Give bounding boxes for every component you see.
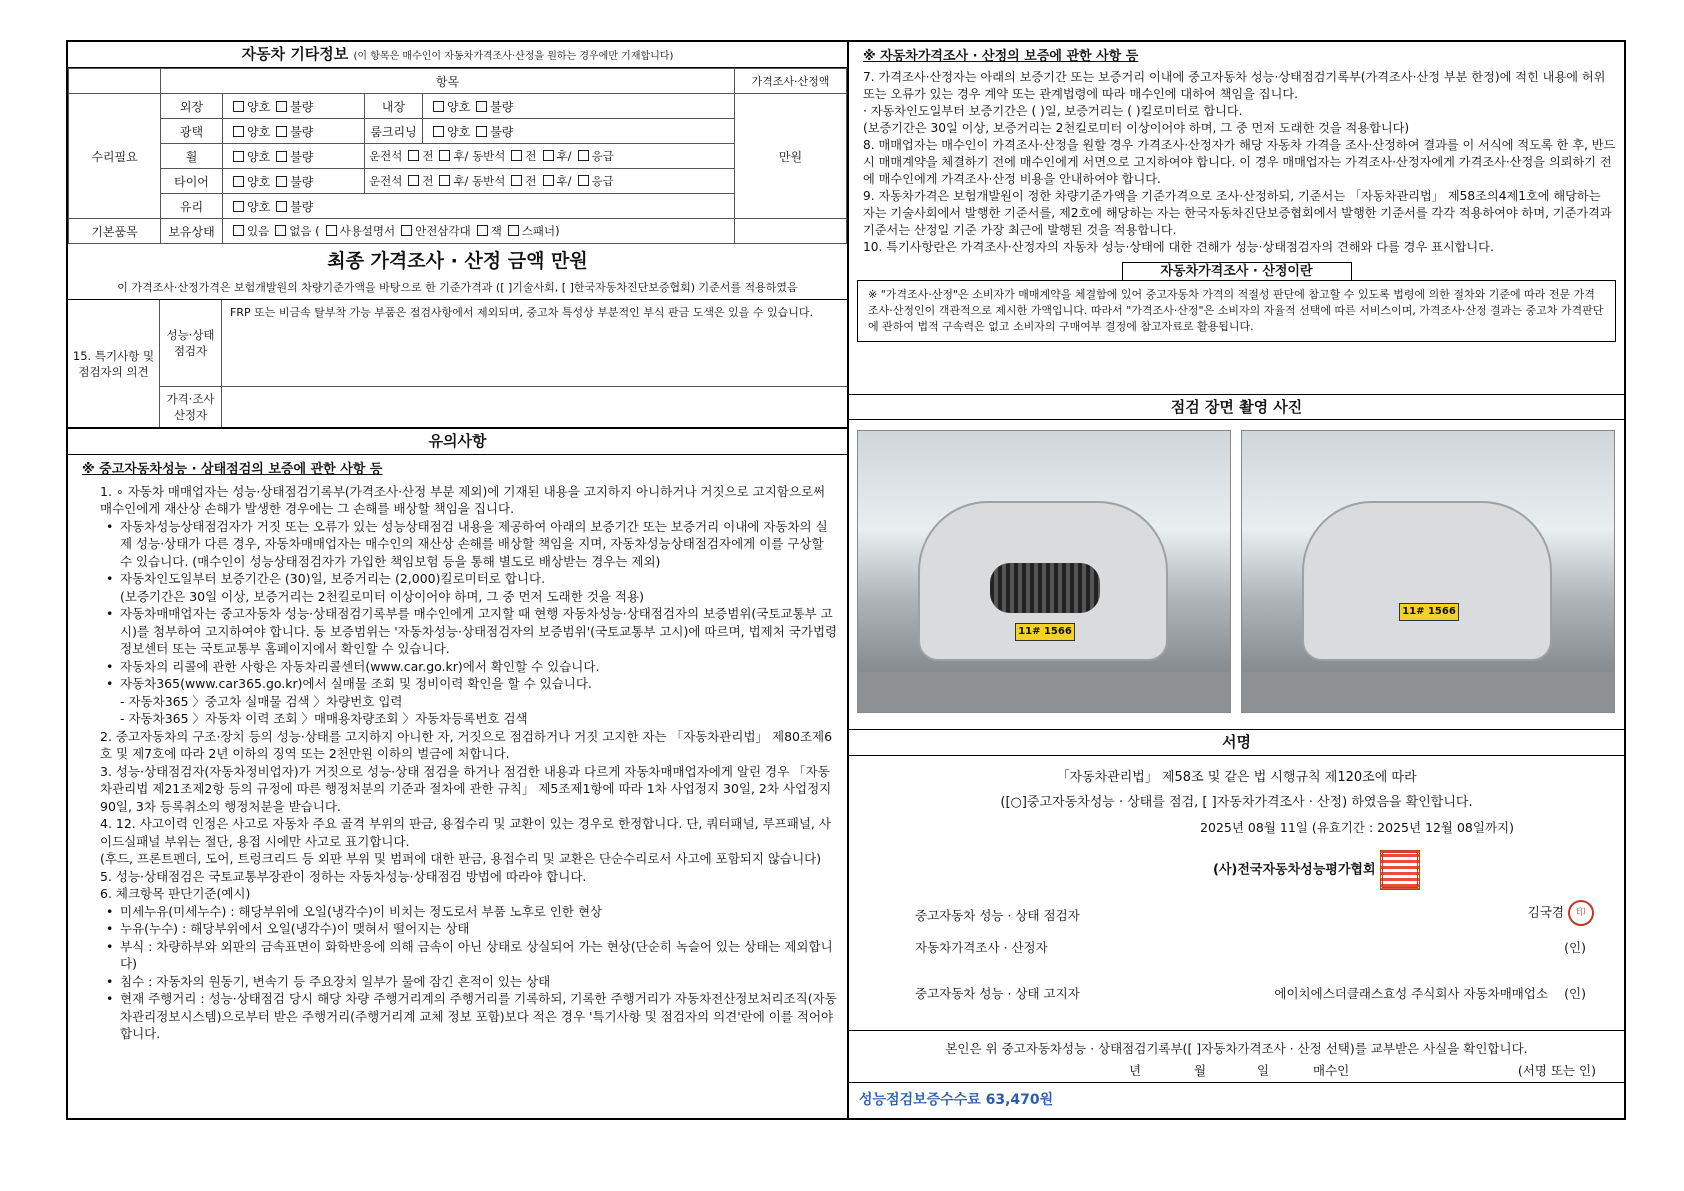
caution-line: • 부식 : 차량하부와 외판의 금속표면이 화학반응에 의해 금속이 아닌 상태로 상실되어 가는 현상(단순히 녹슬어 있는 상태는 제외합니다) xyxy=(76,938,839,973)
tire-pass-rear-checkbox[interactable] xyxy=(543,175,554,186)
glass-label: 유리 xyxy=(161,194,223,219)
front-photo xyxy=(857,430,1231,713)
tire-bad-checkbox[interactable] xyxy=(276,176,287,187)
appraiser-seal: (인) xyxy=(1564,940,1586,955)
receipt-sign: (서명 또는 인) xyxy=(1517,1063,1596,1078)
inspector-name: 김국겸 xyxy=(1527,904,1565,920)
caution-header: 유의사항 xyxy=(68,429,847,455)
receipt-text: 본인은 위 중고자동차성능 · 상태점검기록부([ ]자동차가격조사 · 산정 선택)를 교부받은 사실을 확인합니다. xyxy=(945,1041,1528,1056)
tire-good-checkbox[interactable] xyxy=(233,176,244,187)
special-notes xyxy=(68,300,847,429)
caution-line: • 자동차365(www.car365.go.kr)에서 실매물 조회 및 정비이력 확인을 할 수 있습니다. xyxy=(76,675,839,693)
sign-date: 2025년 08월 11일 (유효기간 : 2025년 12월 08일까지) xyxy=(1200,820,1514,835)
sign-line1: 「자동차관리법」 제58조 및 같은 법 시행규칙 제120조에 따라 xyxy=(1056,770,1417,785)
manual-checkbox[interactable] xyxy=(326,225,337,236)
exterior-bad-checkbox[interactable] xyxy=(276,101,287,112)
other-info-title: 자동차 기타정보 xyxy=(241,45,349,63)
tire-pass-front-checkbox[interactable] xyxy=(511,175,522,186)
wheel-pass-rear-checkbox[interactable] xyxy=(543,150,554,161)
price-guarantee-line: 10. 특기사항란은 가격조사·산정자의 자동차 성능·상태에 대한 견해가 성능·상태점검자의 견해와 다를 경우 표시합니다. xyxy=(863,240,1494,254)
inspector-opinion: FRP 또는 비금속 탈부착 가능 부품은 점검사항에서 제외되며, 중고차 특성상 부분적인 부식 판금 도색은 있을 수 있습니다. xyxy=(230,306,813,319)
interior-options: 양호 불량 xyxy=(423,94,735,119)
wheel-good-checkbox[interactable] xyxy=(233,151,244,162)
triangle-checkbox[interactable] xyxy=(401,225,412,236)
basic-yes-checkbox[interactable] xyxy=(233,225,244,236)
receipt-month: 월 xyxy=(1194,1063,1207,1078)
jack-checkbox[interactable] xyxy=(477,225,488,236)
room-label: 룸크리닝 xyxy=(365,119,423,144)
caution-line: 3. 성능·상태점검자(자동차정비업자)가 거짓으로 성능·상태 점검을 하거나 점검한 내용과 다르게 자동차매매업자에게 알린 경우 「자동차관리법 제21조제2항 등의 규정에 따른 행정처분의 기준과 절차에 관한 규칙」 제5조제1항에 따라 1차 사업정지 30일, 2차 사업정지 90일, 3차 등록취소의 행정처분을 받습니다. xyxy=(100,763,832,814)
room-bad-checkbox[interactable] xyxy=(476,126,487,137)
notifier-role: 중고자동차 성능 · 상태 고지자 xyxy=(915,986,1080,1001)
car-grille xyxy=(990,563,1100,613)
wheel-driver-front-checkbox[interactable] xyxy=(408,150,419,161)
caution-line: 5. 성능·상태점검은 국토교통부장관이 정하는 자동차성능·상태점검 방법에 따라야 합니다. xyxy=(100,868,587,884)
caution-line: - 자동차365 〉자동차 이력 조회 〉매매용차량조회 〉자동차등록번호 검색 xyxy=(120,711,528,726)
left-column xyxy=(68,42,849,1118)
document-page xyxy=(66,40,1626,1120)
wheel-driver-rear-checkbox[interactable] xyxy=(439,150,450,161)
glass-bad-checkbox[interactable] xyxy=(276,201,287,212)
appraiser-opinion[interactable] xyxy=(222,387,847,427)
caution-line: • 누유(누수) : 해당부위에서 오일(냉각수)이 맺혀서 떨어지는 상태 xyxy=(76,920,839,938)
caution-line: • 자동차인도일부터 보증기간은 (30)일, 보증거리는 (2,000)킬로미터로 합니다. xyxy=(76,570,839,588)
caution-line: 4. 12. 사고이력 인정은 사고로 자동차 주요 골격 부위의 판금, 용접수리 및 교환이 있는 경우로 한정합니다. 단, 쿼터패널, 루프패널, 사이드실패널 부위는 절단, 용접 시에만 사고로 표기합니다. xyxy=(100,816,831,849)
col-item: 항목 xyxy=(161,69,735,94)
receipt-day: 일 xyxy=(1257,1063,1270,1078)
price-guarantee-title: ※ 자동차가격조사 · 산정의 보증에 관한 사항 등 xyxy=(863,49,1139,64)
other-info-table: 항목 가격조사·산정액 수리필요 외장 양호 불량 내장 양호 불량 만원 광택 양호 불량 룸크리닝 양호 불량 휠 양호 불량 운전석 전 후/ 동반석 전 후/ 응급 타이어 양호 불량 운전석 전 후/ 동반석 전 후/ 응급 유리 양호 불량 기본품목 보유상태 있음 없음 ( 사용설명서 안전삼각대 잭 스패너) xyxy=(68,68,847,244)
tire-driver-front-checkbox[interactable] xyxy=(408,175,419,186)
caution-line: 1. ∘ 자동차 매매업자는 성능·상태점검기록부(가격조사·산정 부분 제외)에 기재된 내용을 고지하지 아니하거나 거짓으로 고지함으로써 매수인에게 재산상 손해가 발생한 경우에는 그 손해를 배상할 책임을 집니다. xyxy=(100,483,826,516)
price-guarantee-line: 9. 자동차가격은 보험개발원이 정한 차량기준가액을 기준가격으로 조사·산정하되, 기준서는 「자동차관리법」 제58조의4제1호에 해당하는 자는 기술사회에서 발행한 기준서를, 제2호에 해당하는 자는 한국자동차진단보증협회에서 발행한 기준서를 각각 적용하여야 하며, 기준가격과 기준서는 산정일 기준 가장 최근에 발행된 것을 적용합니다. xyxy=(863,189,1612,237)
price-guarantee-line: · 자동차인도일부터 보증기간은 ( )일, 보증거리는 ( )킬로미터로 합니다. xyxy=(863,104,1243,118)
inspector-role: 중고자동차 성능 · 상태 점검자 xyxy=(915,908,1080,923)
tire-label: 타이어 xyxy=(161,169,223,194)
caution-line: (후드, 프론트펜더, 도어, 트렁크리드 등 외판 부위 및 범퍼에 대한 판금, 용접수리 및 교환은 단순수리로서 사고에 포함되지 않습니다) xyxy=(100,851,822,866)
rear-photo xyxy=(1241,430,1615,713)
price-guarantee-section xyxy=(849,42,1624,394)
lift xyxy=(1242,672,1614,712)
inspector-label: 성능·상태 점검자 xyxy=(160,300,222,386)
caution-line: • 자동차의 리콜에 관한 사항은 자동차리콜센터(www.car.go.kr)에서 확인할 수 있습니다. xyxy=(76,658,839,676)
price-box-text: ※ "가격조사·산정"은 소비자가 매매계약을 체결함에 있어 중고자동차 가격의 적절성 판단에 참고할 수 있도록 법령에 의한 절차와 기준에 따라 전문 가격조사·산정인이 객관적으로 제시한 가액입니다. 따라서 "가격조사·산정"은 소비자의 자율적 선택에 따른 서비스이며, 가격조사·산정 결과는 중고차 가격판단에 관하여 법적 구속력은 없고 소비자의 구매여부 결정에 참고자료로 활용됩니다. xyxy=(857,280,1616,342)
caution-line: (보증기간은 30일 이상, 보증거리는 2천킬로미터 이상이어야 하며, 그 중 먼저 도래한 것을 적용) xyxy=(120,588,644,604)
org-seal xyxy=(1380,850,1420,890)
price-box-title: 자동차가격조사 · 산정이란 xyxy=(1122,262,1352,281)
fee: 성능점검보증수수료 63,470원 xyxy=(849,1082,1624,1118)
notifier-name: 에이치에스더클래스효성 주식회사 자동차매매업소 xyxy=(1274,986,1548,1001)
other-info-note: (이 항목은 매수인이 자동차가격조사·산정을 원하는 경우에만 기재합니다) xyxy=(353,51,674,62)
gloss-bad-checkbox[interactable] xyxy=(276,126,287,137)
tire-spare-checkbox[interactable] xyxy=(578,175,589,186)
receipt-year: 년 xyxy=(1129,1063,1142,1078)
basic-label: 기본품목 xyxy=(69,219,161,244)
price-guarantee-line: (보증기간은 30일 이상, 보증거리는 2천킬로미터 이상이어야 하며, 그 중 먼저 도래한 것을 적용합니다) xyxy=(863,121,1410,135)
gloss-label: 광택 xyxy=(161,119,223,144)
interior-good-checkbox[interactable] xyxy=(433,101,444,112)
basic-hold-label: 보유상태 xyxy=(161,219,223,244)
room-good-checkbox[interactable] xyxy=(433,126,444,137)
price-guarantee-line: 8. 매매업자는 매수인이 가격조사·산정을 원할 경우 가격조사·산정자가 해당 자동차 가격을 조사·산정하여 결과를 이 서식에 적도록 한 후, 반드시 매매계약을 체결하기 전에 매수인에게 서면으로 고지하여야 합니다. 이 경우 매매업자는 가격조사·산정자에게 가격조사·산정을 의뢰하기 전에 매수인에게 가격조사·산정 비용을 안내하여야 합니다. xyxy=(863,138,1616,186)
exterior-options: 양호 불량 xyxy=(223,94,365,119)
price-unit: 만원 xyxy=(735,94,847,219)
inspector-stamp: 印 xyxy=(1568,900,1594,926)
caution-line: • 침수 : 자동차의 원동기, 변속기 등 주요장치 일부가 물에 잠긴 흔적이 있는 상태 xyxy=(76,973,839,991)
interior-bad-checkbox[interactable] xyxy=(476,101,487,112)
wheel-pass-front-checkbox[interactable] xyxy=(511,150,522,161)
lift xyxy=(858,672,1230,712)
price-guarantee-line: 7. 가격조사·산정자는 아래의 보증기간 또는 보증거리 이내에 중고자동차 성능·상태점검기록부(가격조사·산정 부분 한정)에 적힌 내용에 허위 또는 오류가 있는 경우 계약 또는 관계법령에 따라 매수인에 대하여 책임을 집니다. xyxy=(863,70,1606,101)
right-column xyxy=(849,42,1624,1118)
caution-line: - 자동차365 〉중고차 실매물 검색 〉차량번호 입력 xyxy=(120,693,403,709)
photo-header: 점검 장면 촬영 사진 xyxy=(849,394,1624,420)
special-label: 15. 특기사항 및 점검자의 의견 xyxy=(68,300,160,427)
final-amount: 최종 가격조사 · 산정 금액 만원 xyxy=(327,250,588,272)
interior-label: 내장 xyxy=(365,94,423,119)
repair-label: 수리필요 xyxy=(69,94,161,219)
appraiser-label: 가격·조사 산정자 xyxy=(160,387,222,427)
signature-area xyxy=(849,766,1624,1031)
caution-line: 2. 중고자동차의 구조·장치 등의 성능·상태를 고지하지 아니한 자, 거짓으로 점검하거나 거짓 고지한 자는 「자동차관리법」 제80조제6호 및 제7호에 따라 2년 이하의 징역 또는 2천만원 이하의 벌금에 처합니다. xyxy=(100,728,833,761)
spanner-checkbox[interactable] xyxy=(508,225,519,236)
caution-line: 6. 체크항목 판단기준(예시) xyxy=(100,886,251,901)
caution-subtitle: ※ 중고자동차성능 · 상태점검의 보증에 관한 사항 등 xyxy=(82,462,383,477)
col-price: 가격조사·산정액 xyxy=(735,69,847,94)
car-rear xyxy=(1302,501,1552,661)
wheel-label: 휠 xyxy=(161,144,223,169)
gloss-good-checkbox[interactable] xyxy=(233,126,244,137)
notifier-seal: (인) xyxy=(1564,986,1586,1001)
other-info-header xyxy=(68,42,847,68)
signature-header: 서명 xyxy=(849,730,1624,756)
sign-line2: ([○]중고자동차성능 · 상태를 점검, [ ]자동차가격조사 · 산정) 하였음을 확인합니다. xyxy=(1000,795,1473,810)
caution-line: • 자동차성능상태점검자가 거짓 또는 오류가 있는 성능상태점검 내용을 제공하여 아래의 보증기간 또는 보증거리 이내에 자동차의 실제 성능·상태가 다른 경우, 자동차매매업자는 매수인의 재산상 손해를 배상할 책임을 지며, 자동차성능상태점검자에게 이를 구상할 수 있습니다. (매수인이 성능상태점검자가 가입한 책임보험 등을 통해 별도로 배상받는 경우는 제외) xyxy=(76,518,839,571)
receipt-buyer: 매수인 xyxy=(1313,1063,1350,1078)
final-note: 이 가격조사·산정가격은 보험개발원의 차량기준가액을 바탕으로 한 기준가격과 ([ ]기술사회, [ ]한국자동차진단보증협회) 기준서를 적용하였음 xyxy=(68,278,847,300)
wheel-spare-checkbox[interactable] xyxy=(578,150,589,161)
glass-good-checkbox[interactable] xyxy=(233,201,244,212)
exterior-label: 외장 xyxy=(161,94,223,119)
front-plate: 11# 1566 xyxy=(1015,623,1075,641)
wheel-bad-checkbox[interactable] xyxy=(276,151,287,162)
appraiser-role: 자동차가격조사 · 산정자 xyxy=(915,940,1048,955)
caution-line: • 미세누유(미세누수) : 해당부위에 오일(냉각수)이 비치는 정도로서 부품 노후로 인한 현상 xyxy=(76,903,839,921)
caution-line: • 자동차매매업자는 중고자동차 성능·상태점검기록부를 매수인에게 고지할 때 현행 자동차성능·상태점검자의 보증범위(국토교통부 고시)를 첨부하여 고지하여야 합니다. 동 보증범위는 '자동차성능·상태점검자의 보증범위'(국토교통부 고시)에 따르며, 법제처 국가법령정보센터 또는 국토교통부 홈페이지에서 확인할 수 있습니다. xyxy=(76,605,839,658)
rear-plate: 11# 1566 xyxy=(1399,603,1459,621)
caution-section xyxy=(68,455,847,1045)
caution-line: • 현재 주행거리 : 성능·상태점검 당시 해당 차량 주행거리계의 주행거리를 기록하되, 기록한 주행거리가 자동차전산정보처리조직(자동차관리정보시스템)으로부터 받은 주행거리(주행거리계 교체 정보 포함)보다 적은 경우 '특기사항 및 점검자의 의견'란에 이를 적어야 합니다. xyxy=(76,990,839,1043)
exterior-good-checkbox[interactable] xyxy=(233,101,244,112)
org-name: (사)전국자동차성능평가협회 xyxy=(1212,862,1376,878)
tire-driver-rear-checkbox[interactable] xyxy=(439,175,450,186)
car-front xyxy=(918,501,1168,661)
basic-no-checkbox[interactable] xyxy=(275,225,286,236)
photo-area xyxy=(849,420,1624,730)
